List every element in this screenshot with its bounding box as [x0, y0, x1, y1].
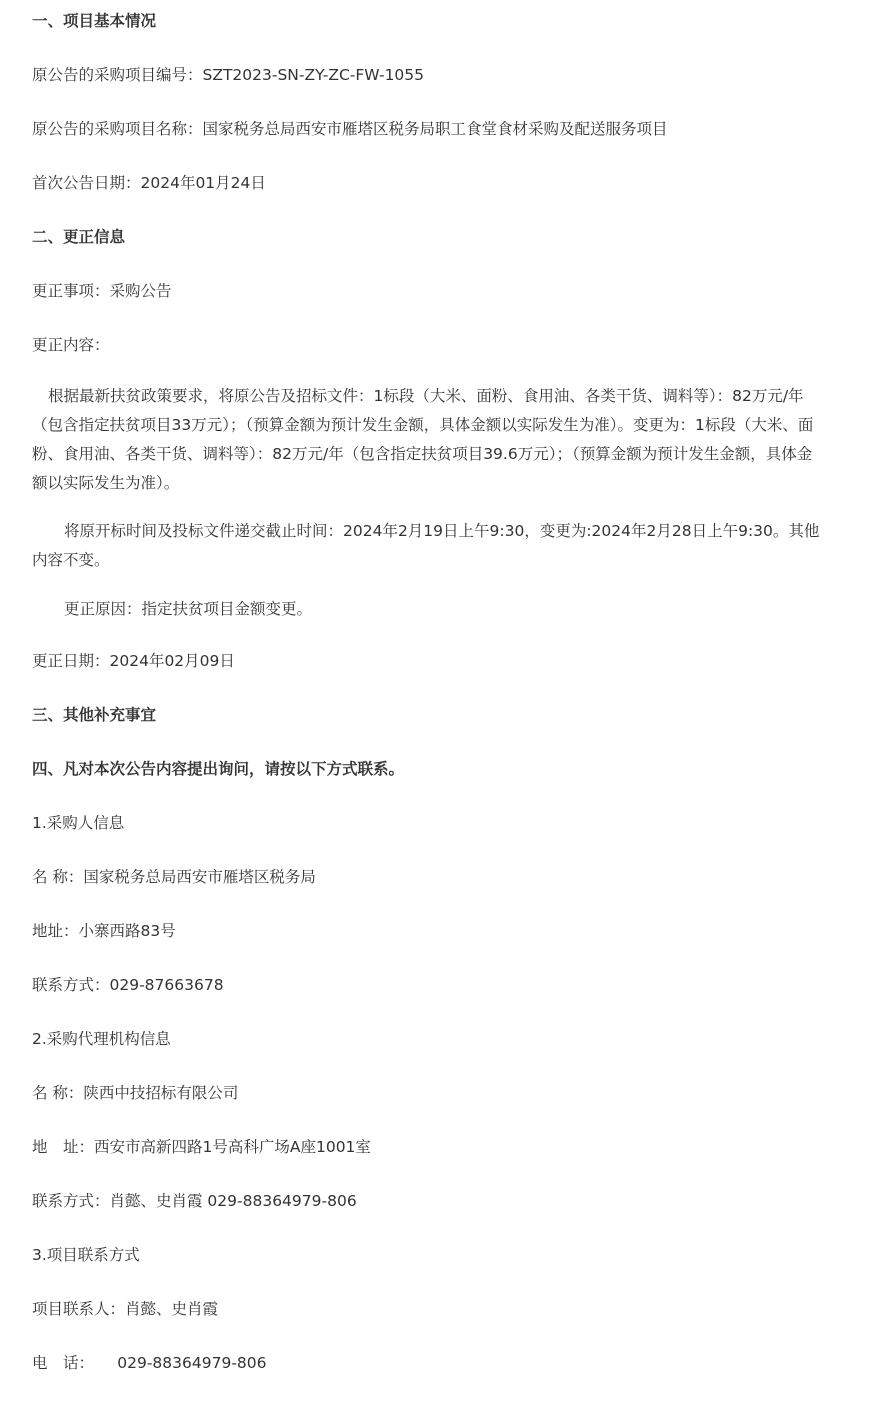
project-phone: 电 话： 029-88364979-806	[32, 1354, 267, 1372]
project-contact-title: 3.项目联系方式	[32, 1246, 140, 1264]
correction-content-paragraph-1: 根据最新扶贫政策要求，将原公告及招标文件：1标段（大米、面粉、食用油、各类干货、调料等）：82万元/年（包含指定扶贫项目33万元）；（预算金额为预计发生金额，具体金额以实际发生为准）。变更为：1标段（大米、面粉、食用油、各类干货、调料等）：82万元/年（包含指定扶贫项目39.6万元）；（预算金额为预计发生金额，具体金额以实际发生为准）。	[32, 387, 814, 492]
buyer-contact: 联系方式：029-87663678	[32, 976, 224, 994]
correction-item: 更正事项：采购公告	[32, 282, 172, 300]
agency-name: 名 称：陕西中技招标有限公司	[32, 1084, 239, 1102]
agency-address: 地 址：西安市高新四路1号高科广场A座1001室	[32, 1138, 371, 1156]
project-contact-person: 项目联系人：肖懿、史肖霞	[32, 1300, 219, 1318]
correction-date: 更正日期：2024年02月09日	[32, 652, 235, 670]
buyer-info-title: 1.采购人信息	[32, 814, 125, 832]
original-project-number: 原公告的采购项目编号：SZT2023-SN-ZY-ZC-FW-1055	[32, 66, 425, 84]
original-project-name: 原公告的采购项目名称：国家税务总局西安市雁塔区税务局职工食堂食材采购及配送服务项目	[32, 120, 668, 138]
section-heading-basic-info: 一、项目基本情况	[32, 12, 157, 30]
first-announcement-date: 首次公告日期：2024年01月24日	[32, 174, 266, 192]
buyer-address: 地址：小寨西路83号	[32, 922, 176, 940]
buyer-name: 名 称：国家税务总局西安市雁塔区税务局	[32, 868, 316, 886]
agency-contact: 联系方式：肖懿、史肖霞 029-88364979-806	[32, 1192, 357, 1210]
section-heading-contact: 四、凡对本次公告内容提出询问，请按以下方式联系。	[32, 760, 405, 778]
correction-content-paragraph-2: 将原开标时间及投标文件递交截止时间：2024年2月19日上午9:30，变更为:2024年2月28日上午9:30。其他内容不变。	[32, 522, 820, 569]
agency-info-title: 2.采购代理机构信息	[32, 1030, 171, 1048]
section-heading-other-matters: 三、其他补充事宜	[32, 706, 157, 724]
correction-content-label: 更正内容：	[32, 336, 110, 354]
correction-reason: 更正原因：指定扶贫项目金额变更。	[64, 600, 313, 618]
section-heading-correction-info: 二、更正信息	[32, 228, 126, 246]
